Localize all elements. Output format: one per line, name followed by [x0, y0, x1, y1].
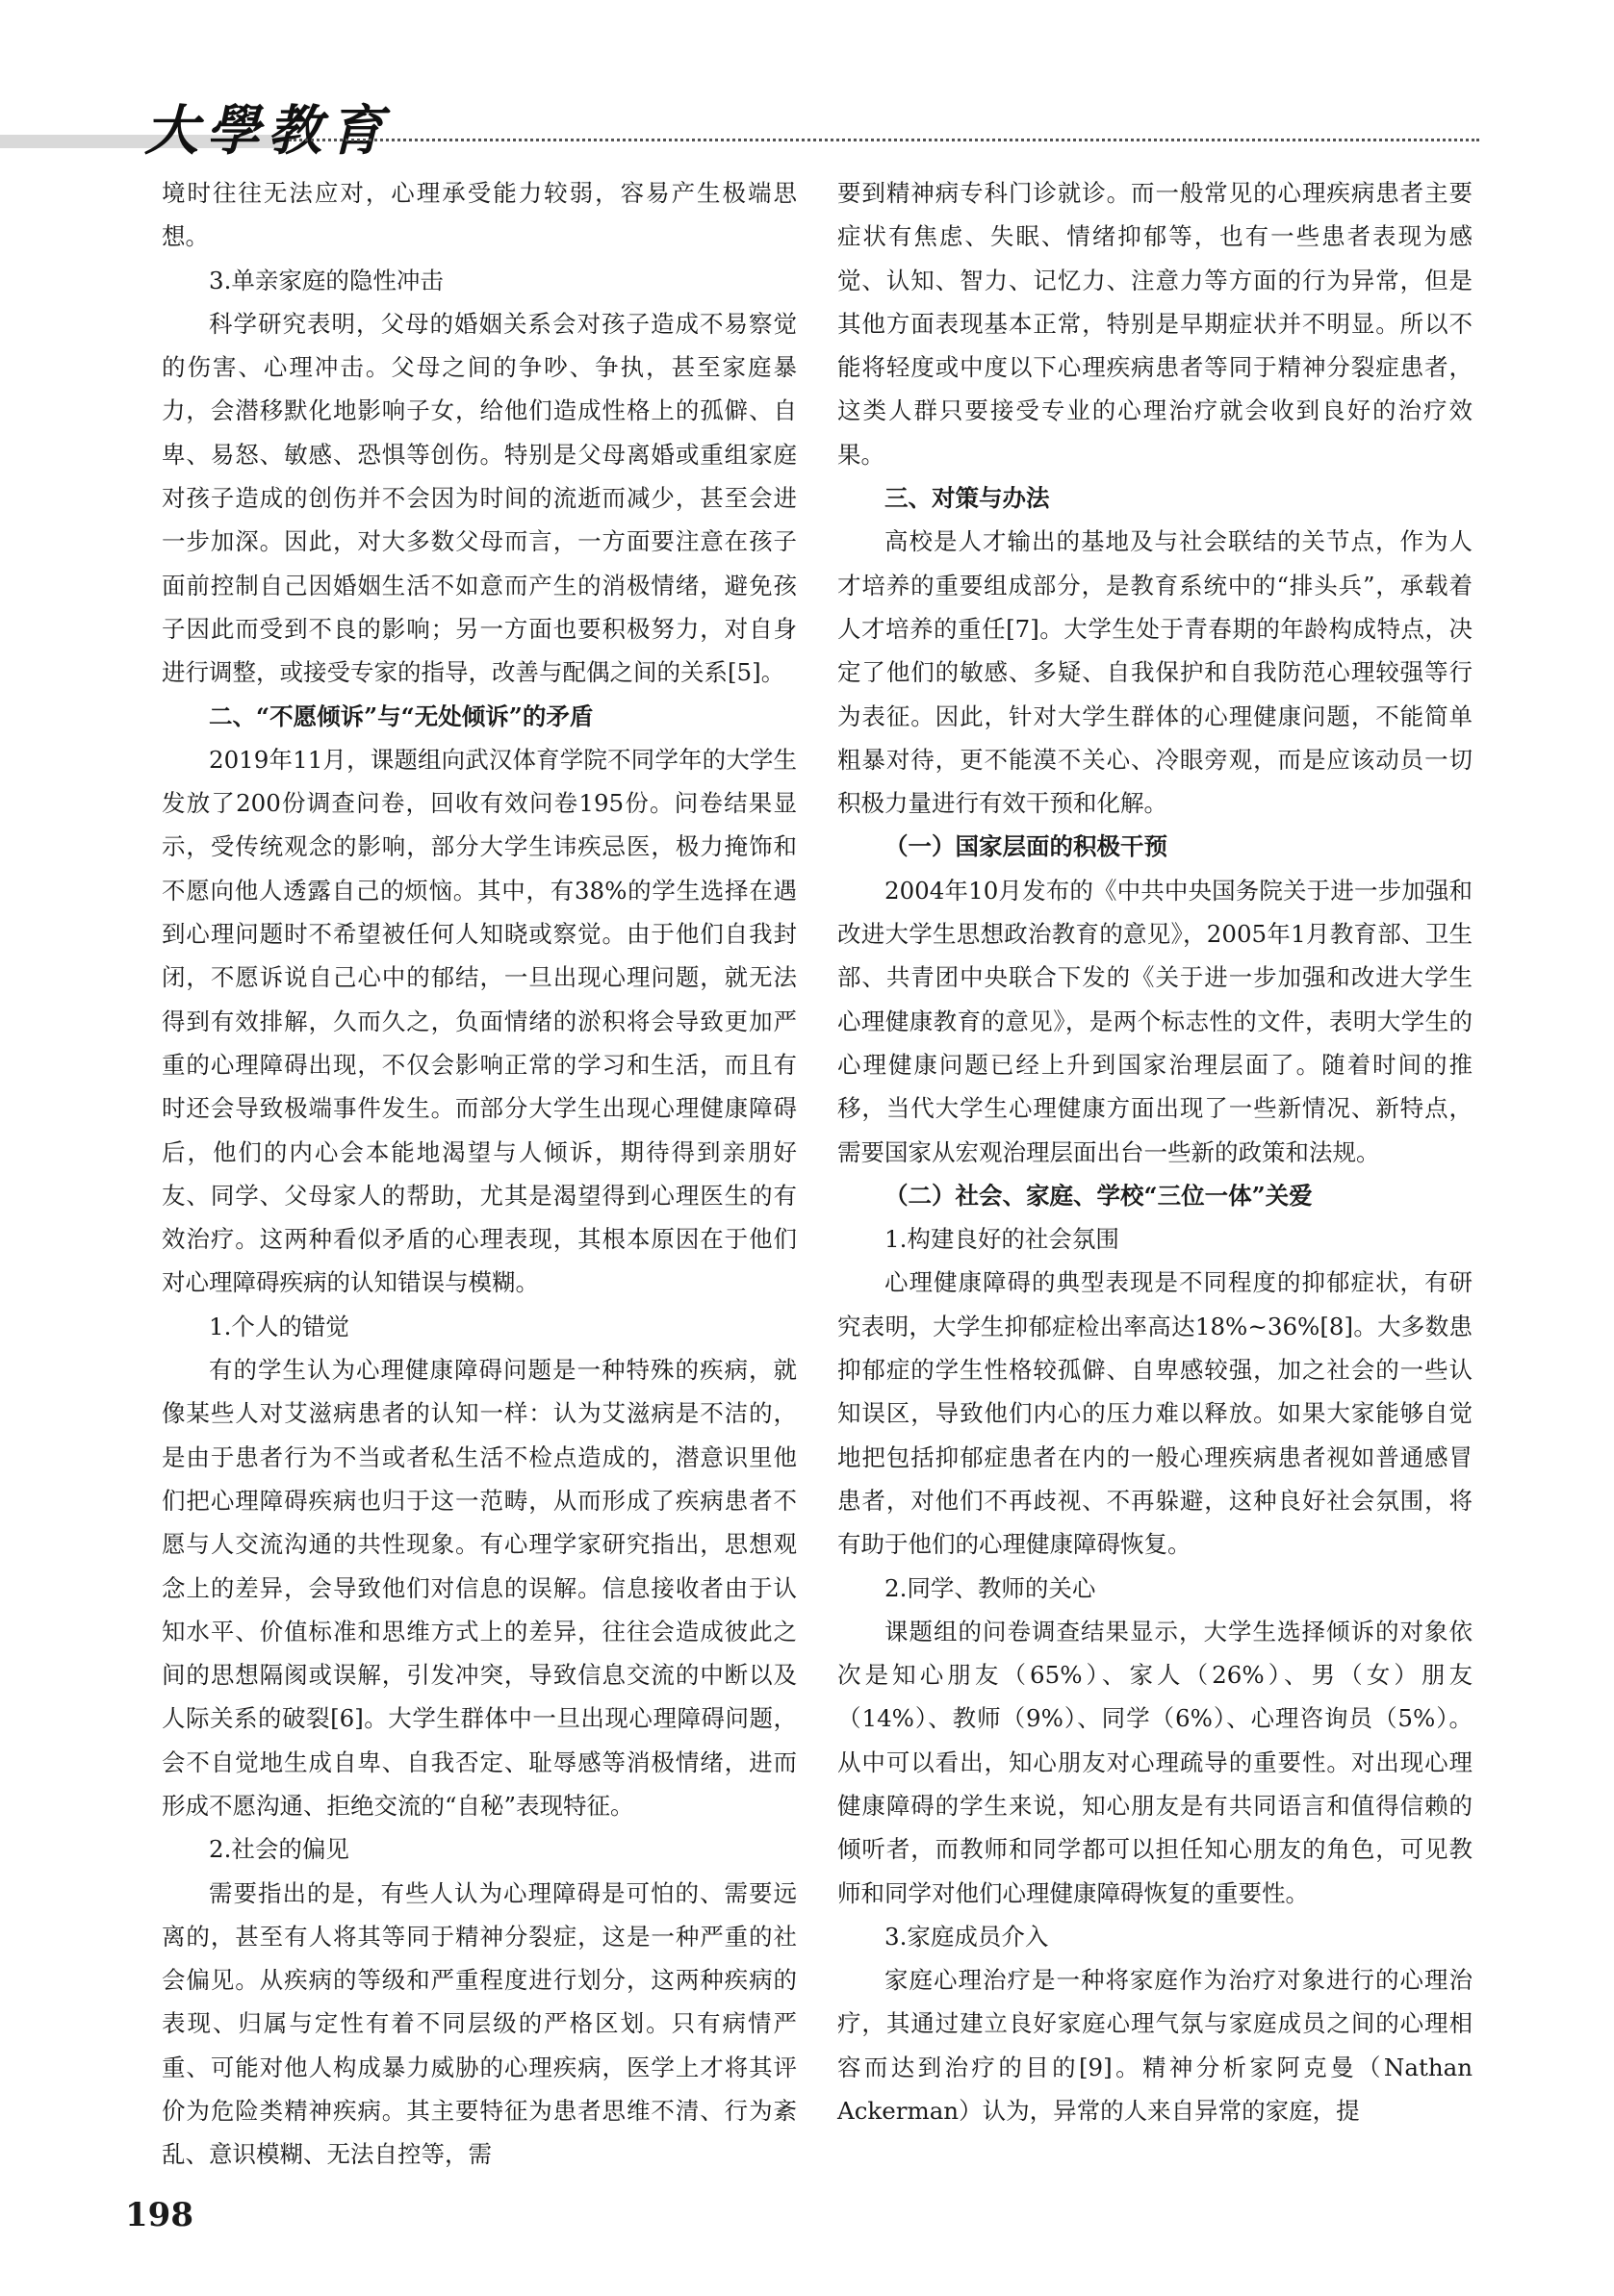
left-column: [162, 171, 797, 2177]
header-dotted-rule: [289, 139, 1479, 141]
subsection-heading-bold: （二）社会、家庭、学校“三位一体”关爱: [884, 1181, 1313, 1210]
page-number: 198: [125, 2196, 193, 2234]
subsection-heading: 3.单亲家庭的隐性冲击: [209, 266, 444, 294]
paragraph: 家庭心理治疗是一种将家庭作为治疗对象进行的心理治疗，其通过建立良好家庭心理气氛与家庭成员之间的心理相容而达到治疗的目的[9]。精神分析家阿克曼（Nathan Ackerman）认为，异常的人来自异常的家庭，提: [837, 1966, 1473, 2126]
subsection-heading: 1.构建良好的社会氛围: [884, 1225, 1119, 1254]
paragraph: 境时往往无法应对，心理承受能力较弱，容易产生极端思想。: [162, 179, 797, 251]
paragraph: 课题组的问卷调查结果显示，大学生选择倾诉的对象依次是知心朋友（65%）、家人（26%）、男（女）朋友（14%）、教师（9%）、同学（6%）、心理咨询员（5%）。从中可以看出，知心朋友对心理疏导的重要性。对出现心理健康障碍的学生来说，知心朋友是有共同语言和值得信赖的倾听者，而教师和同学都可以担任知心朋友的角色，可见教师和同学对他们心理健康障碍恢复的重要性。: [837, 1617, 1473, 1907]
subsection-heading: 3.家庭成员介入: [884, 1922, 1049, 1951]
section-heading: 三、对策与办法: [884, 484, 1050, 513]
journal-name: 大學教育: [144, 99, 391, 163]
subsection-heading: 2.社会的偏见: [209, 1835, 349, 1864]
subsection-heading: 1.个人的错觉: [209, 1312, 349, 1340]
paragraph: 科学研究表明，父母的婚姻关系会对孩子造成不易察觉的伤害、心理冲击。父母之间的争吵、争执，甚至家庭暴力，会潜移默化地影响子女，给他们造成性格上的孤僻、自卑、易怒、敏感、恐惧等创伤。特别是父母离婚或重组家庭对孩子造成的创伤并不会因为时间的流逝而减少，甚至会进一步加深。因此，对大多数父母而言，一方面要注意在孩子面前控制自己因婚姻生活不如意而产生的消极情绪，避免孩子因此而受到不良的影响；另一方面也要积极努力，对自身进行调整，或接受专家的指导，改善与配偶之间的关系[5]。: [162, 309, 797, 687]
paragraph: 需要指出的是，有些人认为心理障碍是可怕的、需要远离的，甚至有人将其等同于精神分裂症，这是一种严重的社会偏见。从疾病的等级和严重程度进行划分，这两种疾病的表现、归属与定性有着不同层级的严格区划。只有病情严重、可能对他人构成暴力威胁的心理疾病，医学上才将其评价为危险类精神疾病。其主要特征为患者思维不清、行为紊乱、意识模糊、无法自控等，需: [162, 1878, 797, 2169]
section-heading: 二、“不愿倾诉”与“无处倾诉”的矛盾: [209, 702, 594, 730]
paragraph: 高校是人才输出的基地及与社会联结的关节点，作为人才培养的重要组成部分，是教育系统中的“排头兵”，承载着人才培养的重任[7]。大学生处于青春期的年龄构成特点，决定了他们的敏感、多疑、自我保护和自我防范心理较强等行为表征。因此，针对大学生群体的心理健康问题，不能简单粗暴对待，更不能漠不关心、冷眼旁观，而是应该动员一切积极力量进行有效干预和化解。: [837, 527, 1473, 818]
subsection-heading-bold: （一）国家层面的积极干预: [884, 832, 1167, 861]
paragraph: 有的学生认为心理健康障碍问题是一种特殊的疾病，就像某些人对艾滋病患者的认知一样：认为艾滋病是不洁的，是由于患者行为不当或者私生活不检点造成的，潜意识里他们把心理障碍疾病也归于这一范畴，从而形成了疾病患者不愿与人交流沟通的共性现象。有心理学家研究指出，思想观念上的差异，会导致他们对信息的误解。信息接收者由于认知水平、价值标准和思维方式上的差异，往往会造成彼此之间的思想隔阂或误解，引发冲突，导致信息交流的中断以及人际关系的破裂[6]。大学生群体中一旦出现心理障碍问题，会不自觉地生成自卑、自我否定、耻辱感等消极情绪，进而形成不愿沟通、拒绝交流的“自秘”表现特征。: [162, 1356, 797, 1820]
paragraph: 心理健康障碍的典型表现是不同程度的抑郁症状，有研究表明，大学生抑郁症检出率高达18%~36%[8]。大多数患抑郁症的学生性格较孤僻、自卑感较强，加之社会的一些认知误区，导致他们内心的压力难以释放。如果大家能够自觉地把包括抑郁症患者在内的一般心理疾病患者视如普通感冒患者，对他们不再歧视、不再躲避，这种良好社会氛围，将有助于他们的心理健康障碍恢复。: [837, 1268, 1473, 1559]
paragraph: 2004年10月发布的《中共中央国务院关于进一步加强和改进大学生思想政治教育的意见》，2005年1月教育部、卫生部、共青团中央联合下发的《关于进一步加强和改进大学生心理健康教育的意见》，是两个标志性的文件，表明大学生的心理健康问题已经上升到国家治理层面了。随着时间的推移，当代大学生心理健康方面出现了一些新情况、新特点，需要国家从宏观治理层面出台一些新的政策和法规。: [837, 876, 1473, 1166]
paragraph: 要到精神病专科门诊就诊。而一般常见的心理疾病患者主要症状有焦虑、失眠、情绪抑郁等，也有一些患者表现为感觉、认知、智力、记忆力、注意力等方面的行为异常，但是其他方面表现基本正常，特别是早期症状并不明显。所以不能将轻度或中度以下心理疾病患者等同于精神分裂症患者，这类人群只要接受专业的心理治疗就会收到良好的治疗效果。: [837, 179, 1473, 469]
right-column: [837, 171, 1473, 2132]
paragraph: 2019年11月，课题组向武汉体育学院不同学年的大学生发放了200份调查问卷，回收有效问卷195份。问卷结果显示，受传统观念的影响，部分大学生讳疾忌医，极力掩饰和不愿向他人透露自己的烦恼。其中，有38%的学生选择在遇到心理问题时不希望被任何人知晓或察觉。由于他们自我封闭，不愿诉说自己心中的郁结，一旦出现心理问题，就无法得到有效排解，久而久之，负面情绪的淤积将会导致更加严重的心理障碍出现，不仅会影响正常的学习和生活，而且有时还会导致极端事件发生。而部分大学生出现心理健康障碍后，他们的内心会本能地渴望与人倾诉，期待得到亲朋好友、同学、父母家人的帮助，尤其是渴望得到心理医生的有效治疗。这两种看似矛盾的心理表现，其根本原因在于他们对心理障碍疾病的认知错误与模糊。: [162, 745, 797, 1297]
subsection-heading: 2.同学、教师的关心: [884, 1573, 1096, 1602]
